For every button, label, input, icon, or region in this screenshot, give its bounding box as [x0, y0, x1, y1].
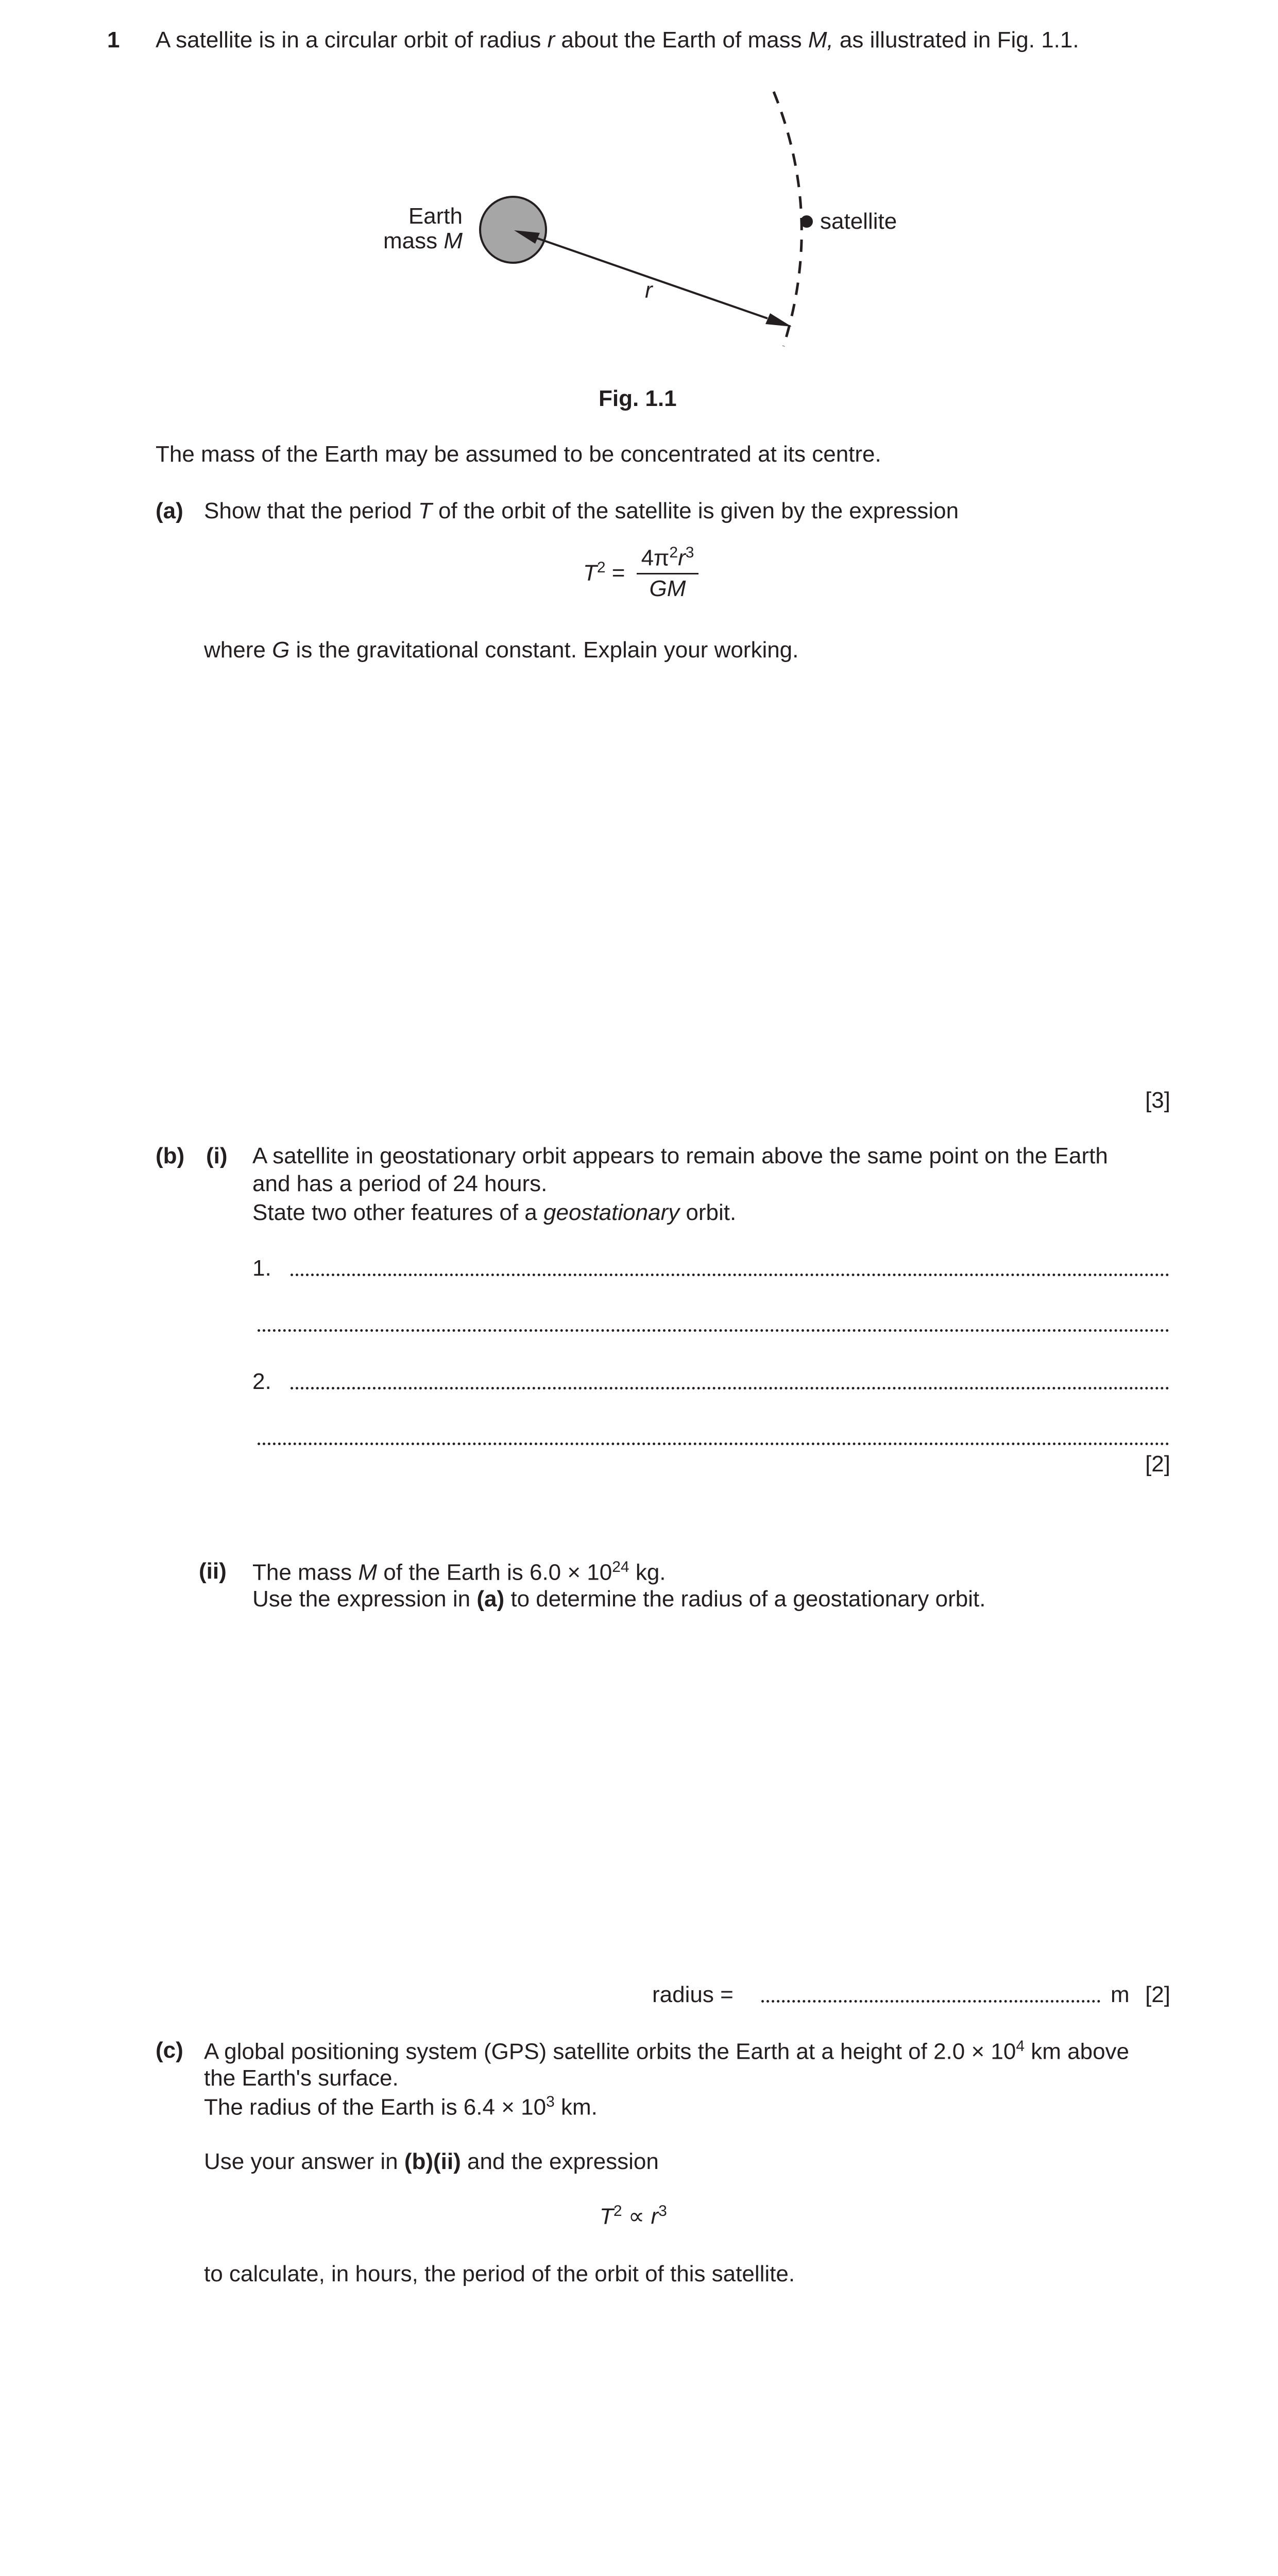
satellite-dot: [800, 215, 813, 228]
part-a-text-segment: Show that the period: [204, 498, 418, 523]
line3-emphasis: geostationary: [543, 1200, 680, 1225]
radius-unit: m: [1111, 1982, 1130, 2007]
stem-symbol-r: r: [547, 27, 555, 53]
part-b-ii-line2: [252, 1586, 985, 1613]
symbol-m: M: [358, 1560, 378, 1585]
part-c-line3: [204, 2093, 598, 2121]
where-segment: is the gravitational constant. Explain your working.: [289, 637, 799, 663]
eq-t: T: [600, 2204, 614, 2229]
radius-answer-label: radius =: [652, 1982, 734, 2007]
num-r: r: [678, 545, 686, 571]
earth-label: Earth: [408, 204, 463, 229]
symbol-t: T: [418, 498, 432, 523]
where-segment: where: [204, 637, 272, 663]
eq-t: T: [583, 560, 597, 586]
part-c-line4: [204, 2148, 659, 2176]
stem-text: as illustrated in Fig. 1.1.: [833, 27, 1079, 53]
part-b-ii-marks: [2]: [1145, 1982, 1170, 2007]
fraction-numerator: [637, 545, 698, 573]
line1-segment: A global positioning system (GPS) satellite orbits the Earth at a height of 2.0 × 10: [204, 2039, 1016, 2064]
question-number: 1: [107, 27, 120, 53]
line1-segment: The mass: [252, 1560, 359, 1585]
line1-segment: kg.: [629, 1560, 666, 1585]
intro-text: The mass of the Earth may be assumed to be concentrated at its centre.: [156, 442, 881, 467]
exponent: 24: [612, 1558, 629, 1575]
line3-segment: State two other features of a: [252, 1200, 543, 1225]
line2-segment: Use the expression in: [252, 1586, 477, 1612]
part-b-label: (b): [156, 1143, 185, 1168]
part-a-text-segment: of the orbit of the satellite is given by the expression: [432, 498, 959, 523]
line4-segment: and the expression: [461, 2149, 659, 2174]
answer-line-feature-1-continued[interactable]: [258, 1329, 1169, 1332]
feature-1-number: 1.: [252, 1256, 271, 1281]
answer-line-feature-2-continued[interactable]: [258, 1443, 1169, 1445]
equation-fraction: [637, 545, 698, 600]
where-text: [204, 637, 798, 664]
line1-segment: of the Earth is 6.0 × 10: [377, 1560, 612, 1585]
exponent: 3: [546, 2093, 555, 2110]
symbol-g: G: [272, 637, 290, 663]
part-b-i-line3: [252, 1199, 736, 1227]
mass-symbol: M: [444, 228, 463, 253]
answer-line-feature-2[interactable]: [291, 1387, 1169, 1389]
eq-equals: =: [605, 560, 625, 586]
proportional-equation: [600, 2202, 667, 2230]
part-b-ii-line1: [252, 1558, 666, 1586]
proportional-symbol: ∝: [622, 2204, 651, 2229]
num-4pi: 4π: [641, 545, 670, 571]
line3-segment: orbit.: [679, 1200, 737, 1225]
part-b-i-line2: and has a period of 24 hours.: [252, 1171, 548, 1196]
stem-text: A satellite is in a circular orbit of radius: [156, 27, 548, 53]
line3-segment: The radius of the Earth is 6.4 × 10: [204, 2094, 547, 2120]
equation-lhs: [583, 558, 625, 587]
part-b-ii-label: (ii): [199, 1558, 227, 1584]
part-reference: (a): [476, 1586, 505, 1612]
radius-label: r: [645, 278, 653, 303]
part-reference: (b)(ii): [404, 2149, 461, 2174]
num-exp: 3: [685, 544, 694, 561]
earth-mass-label: [360, 228, 463, 255]
part-b-i-line1: A satellite in geostationary orbit appears to remain above the same point on the Earth: [252, 1143, 1108, 1168]
part-b-i-label: (i): [206, 1143, 228, 1168]
satellite-label: satellite: [820, 209, 897, 234]
stem-symbol-m: M,: [808, 27, 833, 53]
figure-caption: Fig. 1.1: [599, 386, 677, 411]
mass-word: mass: [383, 228, 444, 253]
part-c-line2: the Earth's surface.: [204, 2065, 399, 2091]
line3-segment: km.: [554, 2094, 598, 2120]
answer-line-feature-1[interactable]: [291, 1274, 1169, 1276]
radius-answer-line[interactable]: [761, 2000, 1100, 2003]
exponent: 4: [1016, 2038, 1025, 2055]
eq-exponent: 3: [658, 2202, 667, 2219]
feature-2-number: 2.: [252, 1369, 271, 1394]
line2-segment: to determine the radius of a geostationary orbit.: [504, 1586, 986, 1612]
fraction-denominator: GM: [637, 573, 698, 600]
part-a-label: (a): [156, 498, 183, 523]
eq-exponent: 2: [613, 2202, 622, 2219]
part-a-marks: [3]: [1145, 1088, 1170, 1113]
orbit-path: [774, 92, 802, 346]
num-exp: 2: [669, 544, 678, 561]
stem-text: about the Earth of mass: [555, 27, 808, 53]
orbit-figure: [0, 0, 1278, 371]
part-b-i-marks: [2]: [1145, 1451, 1170, 1477]
part-a-text: [204, 498, 959, 525]
arrowhead-orbit: [765, 313, 792, 327]
part-c-line5: to calculate, in hours, the period of the orbit of this satellite.: [204, 2261, 795, 2286]
line1-segment: km above: [1025, 2039, 1130, 2064]
eq-r: r: [651, 2204, 659, 2229]
part-c-line1: [204, 2037, 1129, 2065]
part-c-label: (c): [156, 2038, 183, 2063]
line4-segment: Use your answer in: [204, 2149, 404, 2174]
earth-circle: [480, 197, 546, 263]
eq-t-exponent: 2: [597, 559, 606, 576]
